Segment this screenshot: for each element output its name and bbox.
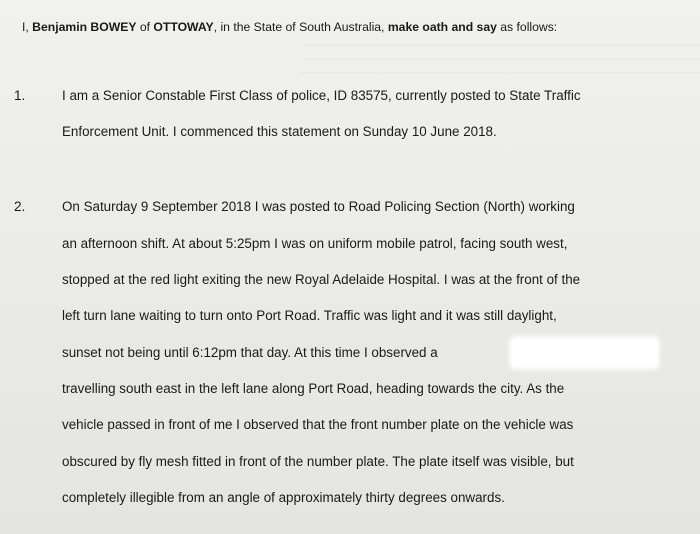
bleed-through-shadow	[300, 44, 700, 80]
oath-text: make oath and say	[387, 20, 497, 34]
deponent-place: OTTOWAY	[153, 20, 214, 34]
paragraph-1-line-1: I am a Senior Constable First Class of police, ID 83575, currently posted to State Traffic	[62, 88, 581, 103]
paragraph-2-line-1: On Saturday 9 September 2018 I was posted to Road Policing Section (North) working	[62, 199, 575, 214]
intro-state: , in the State of South Australia,	[213, 20, 385, 34]
redaction-box	[512, 339, 657, 367]
intro-pronoun: I,	[22, 20, 29, 34]
paragraph-2-line-8: obscured by fly mesh fitted in front of the number plate. The plate itself was visible, but	[62, 454, 574, 469]
paragraph-2-line-3: stopped at the red light exiting the new Royal Adelaide Hospital. I was at the front of the	[62, 272, 581, 287]
paragraph-1-line-2: Enforcement Unit. I commenced this statement on Sunday 10 June 2018.	[62, 124, 497, 139]
paragraph-2-line-4: left turn lane waiting to turn onto Port Road. Traffic was light and it was still daylight,	[62, 308, 557, 323]
paragraph-2-line-7: vehicle passed in front of me I observed that the front number plate on the vehicle was	[62, 417, 574, 432]
paragraph-2-line-6: travelling south east in the left lane along Port Road, heading towards the city. As the	[62, 381, 565, 396]
deponent-name: Benjamin BOWEY	[32, 20, 137, 34]
intro-line	[22, 20, 557, 34]
paragraph-2-line-2: an afternoon shift. At about 5:25pm I was on uniform mobile patrol, facing south west,	[62, 236, 568, 251]
paragraph-2-number: 2.	[14, 199, 26, 214]
paragraph-2-line-9: completely illegible from an angle of approximately thirty degrees onwards.	[62, 490, 505, 505]
intro-tail: as follows:	[500, 20, 558, 34]
intro-of: of	[139, 20, 151, 34]
paragraph-2-line-5: sunset not being until 6:12pm that day. At this time I observed a	[62, 345, 438, 360]
paragraph-1-number: 1.	[14, 88, 26, 103]
